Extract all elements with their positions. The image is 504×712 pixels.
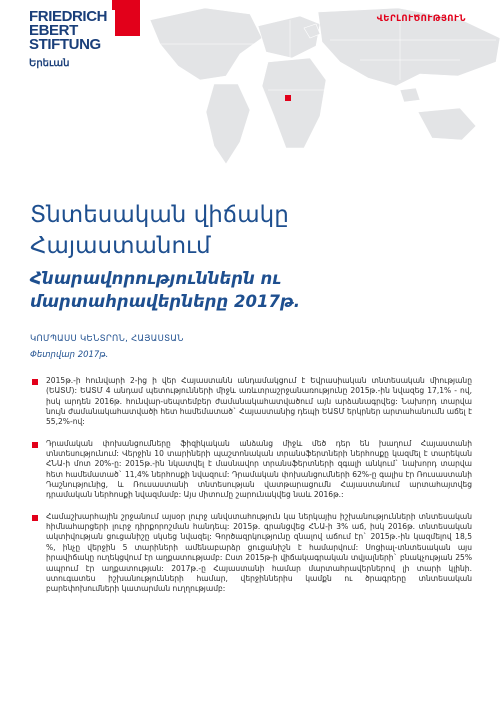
logo-line-3: STIFTUNG bbox=[29, 36, 101, 53]
bullet-square-icon bbox=[32, 442, 38, 448]
bullet-square-icon bbox=[32, 379, 38, 385]
armenia-marker bbox=[285, 95, 291, 101]
document-subtitle bbox=[30, 267, 470, 313]
subtitle-line-1: Հնարավորություններն ու bbox=[30, 269, 282, 288]
title-line-1: Տնտեսական վիճակը bbox=[30, 202, 289, 228]
bullet-item bbox=[46, 512, 472, 595]
fes-logo bbox=[29, 10, 115, 69]
subtitle-line-2: մարտահրավերները 2017թ. bbox=[30, 292, 301, 311]
logo-wordmark bbox=[29, 10, 115, 52]
bullet-text: Դրամական փոխանցումները ֆիզիկական անձանց միջև մեծ դեր են խաղում Հայաստանի տնտեսությունում: Վերջին 10 տարիների պաշտոնական տրանսֆերտների ներհոսքը կազմել է տարեկան ՀՆԱ-ի մոտ 20%-ը: 2015թ.-ին նկատվել է մասնավոր տրանսֆերտների զգալի անկում` նախորդ տարվա հետ համեմատած` 11,4% ներհոսքի նվազում: Դրամական փոխանցումների 62%-ը գալիս էր Ռուսաստանի Դաշնությունից, և Ռուսաստանի տնտեսության վատթարացումն Հայաստանում արտահայտվեց դրամական ներհոսքի նվազմամբ: Այս միտումը շարունակվեց նաև 2016թ.: bbox=[46, 438, 472, 500]
logo-line-2: EBERT bbox=[29, 22, 78, 39]
title-line-2: Հայաստանում bbox=[30, 233, 211, 259]
brand-color-strip bbox=[112, 0, 140, 36]
summary-bullets bbox=[46, 376, 472, 606]
bullet-text: 2015թ.-ի հունվարի 2-ից ի վեր Հայաստանն անդամակցում է Եվրասիական տնտեսական միությանը (ԵԱՏՄ): ԵԱՏՄ 4 անդամ պետությունների միջև առևտրաշրջանառությունը 2015թ.-ին նվազեց 17,1% - ով, իսկ արդեն 2016թ. հունվար-սեպտեմբեր ժամանակահատվածում այն արձանագրվեց: Նախորդ տարվա նույն ժամանակահատվածի հետ համեմատած` Հայաստանից դեպի ԵԱՏՄ երկրներ արտահանումն աճել է 55,2%-ով: bbox=[46, 376, 472, 427]
bullet-text: Համաշխարհային շրջանում այսօր լուրջ անվստահություն կա ներկայիս իշխանությունների տնտեսական հիմնահարցերի լուրջ դիրքորոշման հանդեպ: 2015թ. գրանցվեց ՀՆԱ-ի 3% աճ, իսկ 2016թ. տնտեսական ակտիվության ցուցանիշը սկսեց նվազել: Գործազրկությունը զնալով աճում էր` 2015թ.-ին կազմելով 18,5 %, ինչը վերջին 5 տարիների ամենաբարձր ցուցանիշն է համարվում: Սոցիալ-տնտեսական այս իրավիճակը ուղեկցվում էր աղքատությամբ: Ըստ 2015թ-ի վիճակագրական տվյալների` բնակչության 25% ապրում էր աղքատության: 2017թ.-ը Հայաստանի համար մարտահրավերներով լի տարի կլինի. ստուգատես իշխանությունների համար, վերջիններիս կամքն ու ծրագրերը տնտեսական բարեփոխումների կատարման ուղղությամբ: bbox=[46, 511, 472, 594]
document-title bbox=[30, 200, 470, 262]
publication-date: Փետրվար 2017թ. bbox=[30, 350, 109, 360]
series-label: ՎԵՐԼՈՒԾՈՒԹՅՈՒՆ bbox=[376, 14, 466, 24]
bullet-item bbox=[46, 376, 472, 428]
logo-line-1: FRIEDRICH bbox=[29, 8, 108, 25]
bullet-item bbox=[46, 439, 472, 501]
bullet-square-icon bbox=[32, 515, 38, 521]
author-organization: ԿՈՄՊԱՍՍ ԿԵՆՏՐՈՆ, ՀԱՅԱՍՏԱՆ bbox=[30, 334, 184, 344]
logo-city: Երեւան bbox=[29, 58, 70, 69]
